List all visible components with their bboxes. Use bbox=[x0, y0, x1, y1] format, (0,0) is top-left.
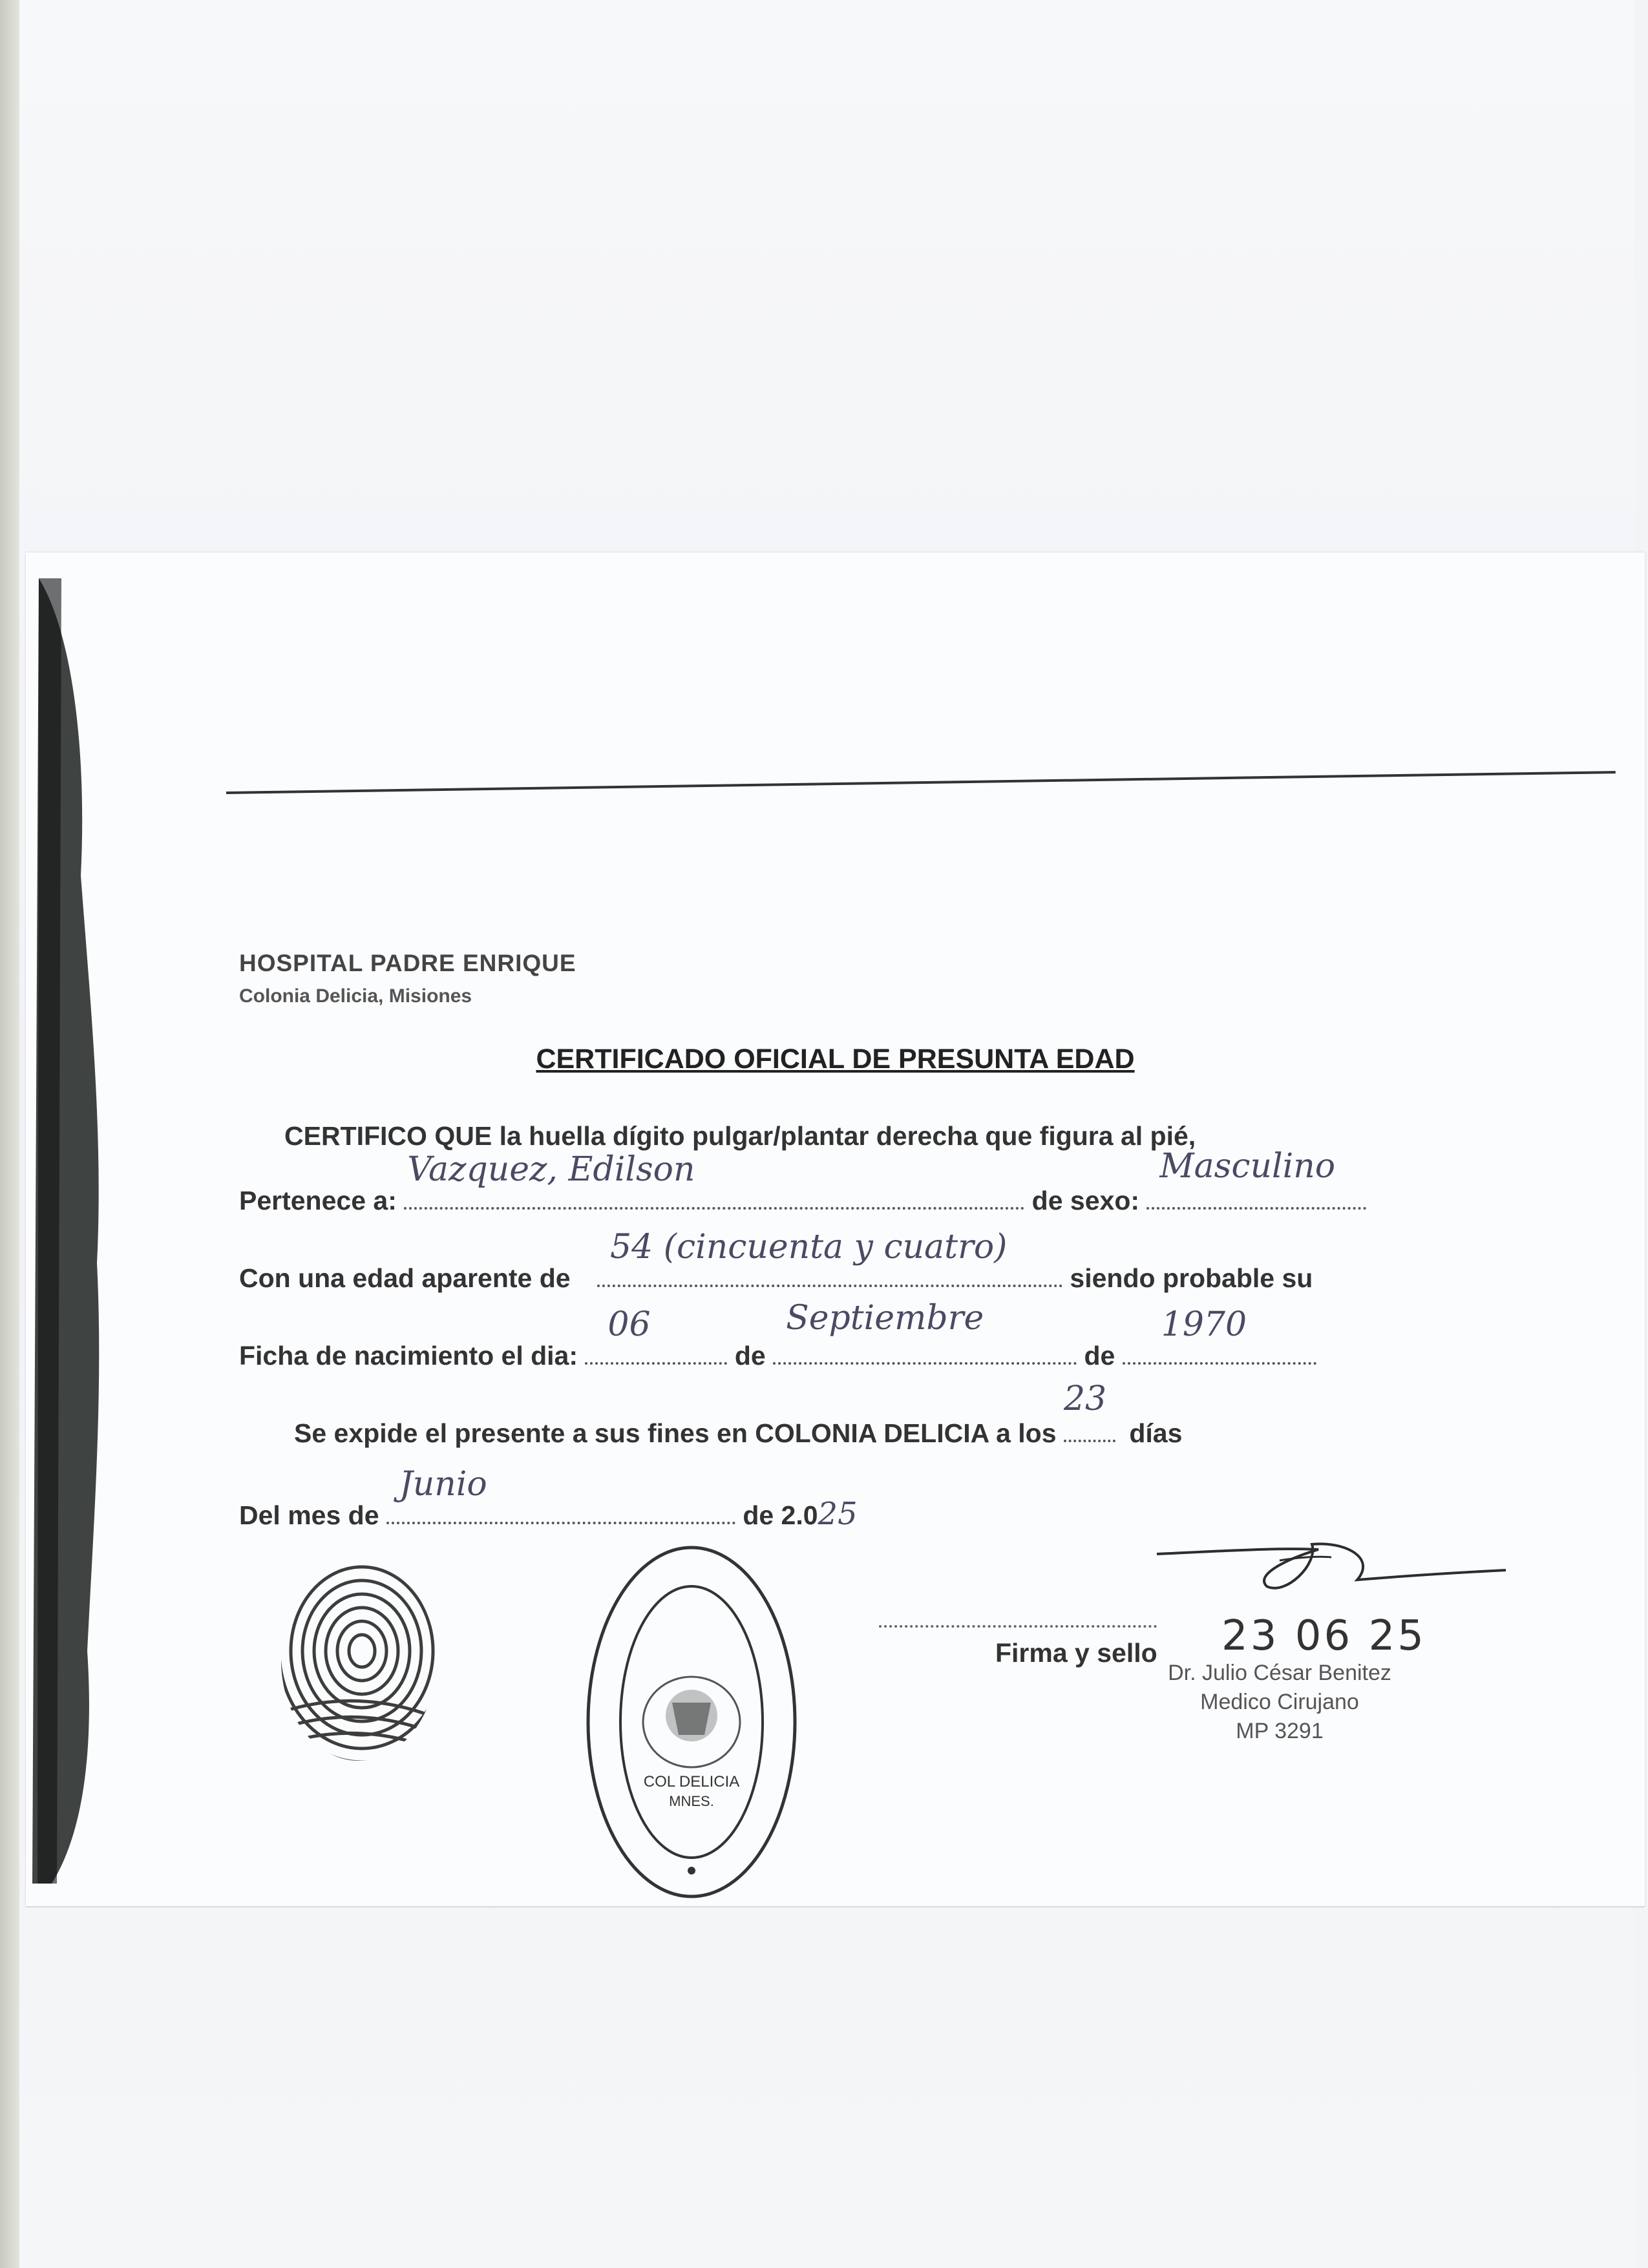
issued-place: COLONIA DELICIA bbox=[755, 1418, 989, 1448]
issued-dias: días bbox=[1129, 1418, 1183, 1448]
doctor-name: Dr. Julio César Benitez bbox=[1168, 1661, 1391, 1685]
certificate-paper bbox=[26, 552, 1645, 1906]
belongs-label: Pertenece a: bbox=[239, 1186, 397, 1215]
seal-center-1: COL DELICIA bbox=[643, 1773, 740, 1790]
month-label: Del mes de bbox=[239, 1500, 379, 1530]
issued-year-suffix: 25 bbox=[818, 1496, 858, 1532]
hospital-location: Colonia Delicia, Misiones bbox=[239, 985, 472, 1007]
issued-row bbox=[294, 1380, 1183, 1449]
issued-day: 23 bbox=[1063, 1380, 1107, 1418]
de-label: de bbox=[734, 1341, 766, 1370]
fingerprint-image bbox=[271, 1554, 446, 1767]
doctor-title: Medico Cirujano bbox=[1200, 1690, 1359, 1714]
seal-center-2: MNES. bbox=[669, 1793, 714, 1809]
hospital-name: HOSPITAL PADRE ENRIQUE bbox=[239, 950, 576, 976]
belongs-value: Vazquez, Edilson bbox=[407, 1150, 695, 1189]
certificate-bottom-edge bbox=[26, 1906, 1645, 1907]
certificate-title: CERTIFICADO OFICIAL DE PRESUNTA EDAD bbox=[536, 1044, 1135, 1075]
belongs-row bbox=[239, 1147, 1366, 1216]
age-value: 54 (cincuenta y cuatro) bbox=[610, 1228, 1008, 1266]
birth-month: Septiembre bbox=[786, 1299, 984, 1338]
sex-label: de sexo: bbox=[1031, 1186, 1140, 1215]
signature-dotted-line bbox=[879, 1625, 1157, 1628]
issued-prefix: Se expide el presente a sus fines en bbox=[294, 1418, 748, 1448]
birth-year: 1970 bbox=[1161, 1305, 1247, 1344]
birth-label: Ficha de nacimiento el dia: bbox=[239, 1341, 578, 1370]
doctor-mp: MP 3291 bbox=[1236, 1719, 1324, 1743]
age-label: Con una edad aparente de bbox=[239, 1263, 571, 1293]
month-row bbox=[239, 1465, 858, 1532]
birth-day: 06 bbox=[607, 1305, 651, 1344]
birth-row bbox=[239, 1299, 1316, 1371]
scan-shadow-bar bbox=[26, 552, 103, 1884]
sex-value: Masculino bbox=[1159, 1147, 1336, 1186]
year-label: de 2.0 bbox=[743, 1500, 818, 1530]
intro-line: CERTIFICO QUE la huella dígito pulgar/plantar derecha que figura al pié, bbox=[284, 1121, 1196, 1151]
top-rule bbox=[226, 771, 1616, 794]
de2-label: de bbox=[1084, 1341, 1115, 1370]
issued-alos: a los bbox=[996, 1418, 1057, 1448]
signature-label: Firma y sello bbox=[995, 1638, 1157, 1668]
scan-edge bbox=[0, 0, 19, 2268]
hospital-seal bbox=[582, 1541, 801, 1903]
age-row bbox=[239, 1228, 1313, 1294]
signature-date: 23 06 25 bbox=[1221, 1612, 1426, 1660]
probable-label: siendo probable su bbox=[1070, 1263, 1313, 1293]
issued-month: Junio bbox=[399, 1465, 487, 1504]
doctor-signature bbox=[1150, 1525, 1512, 1602]
